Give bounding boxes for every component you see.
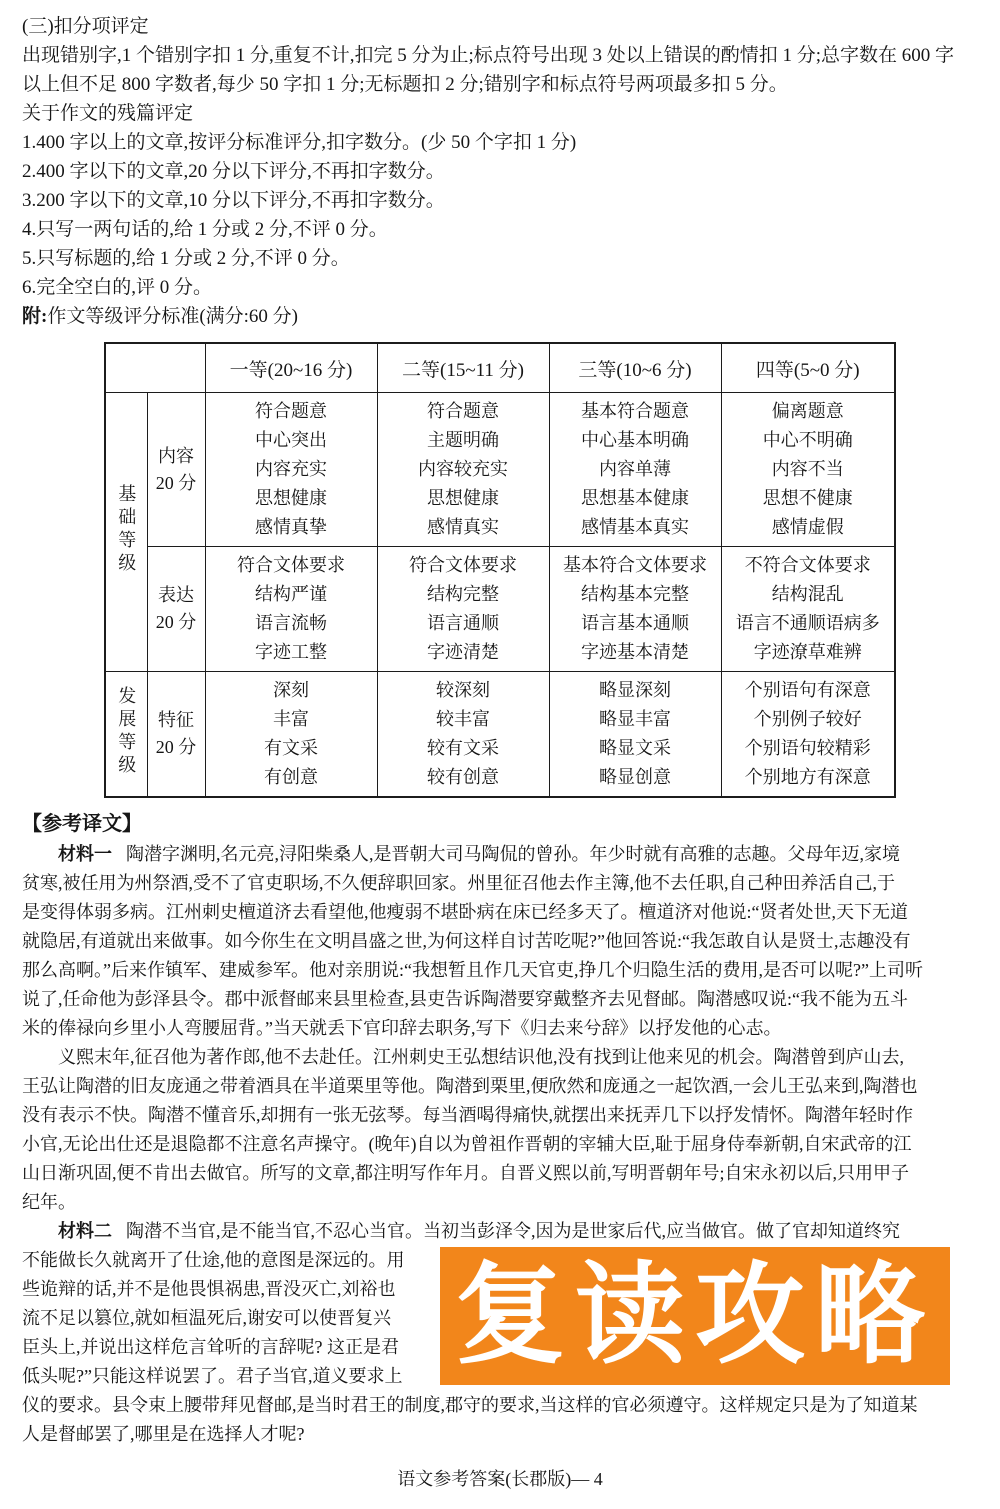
grade-cell-line: 略显丰富 <box>599 709 671 729</box>
deduction-body-line-1: 出现错别字,1 个错别字扣 1 分,重复不计,扣完 5 分为止;标点符号出现 3 处以上错误的酌情扣 1 分;总字数在 600 字 <box>22 45 955 66</box>
table-caption-prefix: 附: <box>22 306 48 327</box>
deduction-item: 2.400 字以下的文章,20 分以下评分,不再扣字数分。 <box>22 161 445 182</box>
table-row <box>105 672 895 798</box>
grade-cell-line: 中心不明确 <box>762 430 853 450</box>
translation-line: 是变得体弱多病。江州刺史檀道济去看望他,他瘦弱不堪卧病在床已经多天了。檀道济对他说:“贤者处世,天下无道 <box>22 902 908 922</box>
table-header-row <box>105 343 895 393</box>
grade-cell-line: 语言通顺 <box>427 613 499 633</box>
translation-line: 王弘让陶潜的旧友庞通之带着酒具在半道栗里等他。陶潜到栗里,便欣然和庞通之一起饮酒,一会儿王弘来到,陶潜也 <box>22 1076 918 1096</box>
grade-cell <box>205 547 377 672</box>
translation-line: 臣头上,并说出这样危言耸听的言辞呢? 这正是君 <box>22 1337 399 1357</box>
grade-cell <box>721 672 895 798</box>
grade-cell-line: 较有创意 <box>427 767 499 787</box>
translation-line: 低头呢?”只能这样说罢了。君子当官,道义要求上 <box>22 1366 403 1386</box>
translation-line: 就隐居,有道就出来做事。如今你生在文明昌盛之世,为何这样自讨苦吃呢?”他回答说:“我怎敢自认是贤士,志趣没有 <box>22 931 911 951</box>
grade-cell-line: 较有文采 <box>427 738 499 758</box>
grade-cell-line: 有创意 <box>264 767 318 787</box>
grade-cell-line: 思想不健康 <box>762 488 853 508</box>
grade-cell <box>377 393 549 547</box>
grade-cell-line: 感情基本真实 <box>581 517 689 537</box>
translation-line: 说了,任命他为彭泽县令。郡中派督邮来县里检查,县吏告诉陶潜要穿戴整齐去见督邮。陶潜感叹说:“我不能为五斗 <box>22 989 908 1009</box>
grade-cell-line: 字迹潦草难辨 <box>753 642 862 662</box>
translation-line: 些诡辩的话,并不是他畏惧祸患,晋没灭亡,刘裕也 <box>22 1279 396 1299</box>
grade-cell <box>549 393 721 547</box>
translation-line: 材料一 陶潜字渊明,名元亮,浔阳柴桑人,是晋朝大司马陶侃的曾孙。年少时就有高雅的志趣。父母年迈,家境 <box>58 844 900 864</box>
grade-column-header: 三等(10~6 分) <box>549 343 721 393</box>
grade-cell-line: 深刻 <box>273 680 309 700</box>
grade-cell <box>549 547 721 672</box>
grade-cell <box>377 547 549 672</box>
grade-cell <box>721 547 895 672</box>
table-caption-text: 作文等级评分标准(满分:60 分) <box>47 306 299 327</box>
deduction-item: 5.只写标题的,给 1 分或 2 分,不评 0 分。 <box>22 248 350 269</box>
translation-line: 仪的要求。县令束上腰带拜见督邮,是当时君王的制度,郡守的要求,当这样的官必须遵守。这样规定只是为了知道某 <box>22 1395 918 1415</box>
table-row <box>105 547 895 672</box>
row-sublabel-line: 20 分 <box>155 472 197 493</box>
translation-line: 那么高啊。”后来作镇军、建威参军。他对亲朋说:“我想暂且作几天官吏,挣几个归隐生活的费用,是否可以呢?”上司听 <box>22 960 923 980</box>
grade-cell-line: 内容单薄 <box>599 459 671 479</box>
deduction-item: 3.200 字以下的文章,10 分以下评分,不再扣字数分。 <box>22 190 445 211</box>
grade-cell-line: 语言流畅 <box>255 613 327 633</box>
row-sublabel-cell <box>147 672 205 798</box>
grade-cell <box>377 672 549 798</box>
grade-cell-line: 偏离题意 <box>771 401 844 421</box>
row-sublabel-cell <box>147 547 205 672</box>
grade-cell-line: 感情虚假 <box>771 517 844 537</box>
translation-line: 流不足以篡位,就如桓温死后,谢安可以使晋复兴 <box>22 1308 391 1328</box>
translation-line: 没有表示不快。陶潜不懂音乐,却拥有一张无弦琴。每当酒喝得痛快,就摆出来抚弄几下以抒发情怀。陶潜年轻时作 <box>22 1105 913 1125</box>
translation-line: 贫寒,被任用为州祭酒,受不了官吏职场,不久便辞职回家。州里征召他去作主簿,他不去任职,自己种田养活自己,于 <box>22 873 895 893</box>
grade-cell-line: 符合文体要求 <box>237 555 345 575</box>
watermark-overlay <box>440 1247 950 1385</box>
grade-column-header: 二等(15~11 分) <box>377 343 549 393</box>
row-group-label-cell <box>105 393 147 672</box>
translation-heading: 【参考译文】 <box>22 813 142 835</box>
grade-cell-line: 略显文采 <box>599 738 671 758</box>
grade-cell-line: 不符合文体要求 <box>744 555 871 575</box>
fragment-rules-heading: 关于作文的残篇评定 <box>22 103 194 124</box>
grade-cell-line: 符合文体要求 <box>409 555 517 575</box>
grade-cell-line: 语言基本通顺 <box>581 613 689 633</box>
grade-cell-line: 字迹基本清楚 <box>581 642 689 662</box>
grade-cell-line: 个别语句较精彩 <box>744 738 871 758</box>
grade-cell-line: 主题明确 <box>427 430 499 450</box>
grade-cell-line: 字迹工整 <box>255 642 327 662</box>
grade-cell-line: 略显创意 <box>599 767 671 787</box>
table-caption <box>22 302 978 331</box>
grade-cell-line: 语言不通顺语病多 <box>735 613 880 633</box>
grade-cell-line: 基本符合题意 <box>581 401 689 421</box>
translation-line: 义熙末年,征召他为著作郎,他不去赴任。江州刺史王弘想结识他,没有找到让他来见的机会。陶潜曾到庐山去, <box>58 1047 904 1067</box>
translation-line: 人是督邮罢了,哪里是在选择人才呢? <box>22 1424 305 1444</box>
grade-cell-line: 思想健康 <box>427 488 499 508</box>
grade-cell-line: 略显深刻 <box>599 680 671 700</box>
grade-cell <box>205 672 377 798</box>
translation-line: 小官,无论出仕还是退隐都不注意名声操守。(晚年)自以为曾祖作晋朝的宰辅大臣,耻于屈身侍奉新朝,自宋武帝的江 <box>22 1134 912 1154</box>
table-row <box>105 393 895 547</box>
deduction-item: 6.完全空白的,评 0 分。 <box>22 277 213 298</box>
grade-cell-line: 感情真实 <box>427 517 499 537</box>
row-sublabel-line: 20 分 <box>155 612 197 632</box>
table-corner-blank <box>105 343 205 393</box>
grade-cell-line: 丰富 <box>273 709 309 729</box>
deduction-item: 1.400 字以上的文章,按评分标准评分,扣字数分。(少 50 个字扣 1 分) <box>22 132 577 153</box>
grade-cell-line: 内容较充实 <box>418 459 508 479</box>
grade-cell-line: 有文采 <box>264 738 318 758</box>
deduction-heading: (三)扣分项评定 <box>22 16 149 37</box>
translation-line: 米的俸禄向乡里小人弯腰屈背。”当天就丢下官印辞去职务,写下《归去来兮辞》以抒发他的心志。 <box>22 1018 782 1038</box>
page-footer: 语文参考答案(长郡版)— 4 <box>397 1469 603 1489</box>
grade-cell-line: 较丰富 <box>436 709 490 729</box>
row-sublabel-line: 20 分 <box>155 737 197 757</box>
grade-cell-line: 中心基本明确 <box>581 430 689 450</box>
grade-cell-line: 思想健康 <box>255 488 327 508</box>
row-sublabel-line: 特征 <box>158 710 194 730</box>
translation-line: 不能做长久就离开了仕途,他的意图是深远的。用 <box>22 1250 405 1270</box>
grade-cell <box>549 672 721 798</box>
deduction-body-line-2: 以上但不足 800 字数者,每少 50 字扣 1 分;无标题扣 2 分;错别字和标点符号两项最多扣 5 分。 <box>22 74 788 95</box>
row-sublabel-line: 内容 <box>158 445 194 466</box>
grade-cell-line: 结构完整 <box>427 584 499 604</box>
row-sublabel-line: 表达 <box>158 585 194 605</box>
grade-column-header: 四等(5~0 分) <box>721 343 895 393</box>
grade-cell-line: 结构严谨 <box>255 584 327 604</box>
grade-cell-line: 个别语句有深意 <box>744 680 871 700</box>
grade-cell-line: 基本符合文体要求 <box>563 555 707 575</box>
grade-cell-line: 结构混乱 <box>771 584 844 604</box>
row-group-label: 基础等级 <box>116 483 137 576</box>
material-label: 材料一 <box>58 844 112 864</box>
grade-cell-line: 字迹清楚 <box>427 642 499 662</box>
grade-cell-line: 个别例子较好 <box>753 709 862 729</box>
deduction-item: 4.只写一两句话的,给 1 分或 2 分,不评 0 分。 <box>22 219 388 240</box>
row-group-label: 发展等级 <box>116 685 137 778</box>
essay-grading-table <box>104 342 896 798</box>
watermark-text: 复读攻略 <box>455 1254 935 1377</box>
deduction-items <box>22 128 978 302</box>
grade-cell-line: 个别地方有深意 <box>744 767 871 787</box>
grade-cell <box>721 393 895 547</box>
grade-cell-line: 较深刻 <box>436 680 490 700</box>
grade-cell-line: 符合题意 <box>255 401 327 421</box>
deduction-section <box>22 12 978 331</box>
grade-column-header: 一等(20~16 分) <box>205 343 377 393</box>
row-group-label-cell <box>105 672 147 798</box>
grade-cell-line: 结构基本完整 <box>581 584 689 604</box>
translation-line: 山日渐巩固,便不肯出去做官。所写的文章,都注明写作年月。自晋义熙以前,写明晋朝年号;自宋永初以后,只用甲子 <box>22 1163 909 1183</box>
grade-cell-line: 思想基本健康 <box>581 488 689 508</box>
grade-cell <box>205 393 377 547</box>
grade-cell-line: 符合题意 <box>427 401 499 421</box>
translation-line: 材料二 陶潜不当官,是不能当官,不忍心当官。当初当彭泽令,因为是世家后代,应当做官。做了官却知道终究 <box>58 1221 900 1241</box>
grade-cell-line: 中心突出 <box>255 430 327 450</box>
material-label: 材料二 <box>58 1221 112 1241</box>
grade-cell-line: 内容充实 <box>255 459 327 479</box>
grade-cell-line: 内容不当 <box>771 459 844 479</box>
translation-line: 纪年。 <box>22 1192 76 1212</box>
row-sublabel-cell <box>147 393 205 547</box>
grade-cell-line: 感情真挚 <box>255 517 327 537</box>
